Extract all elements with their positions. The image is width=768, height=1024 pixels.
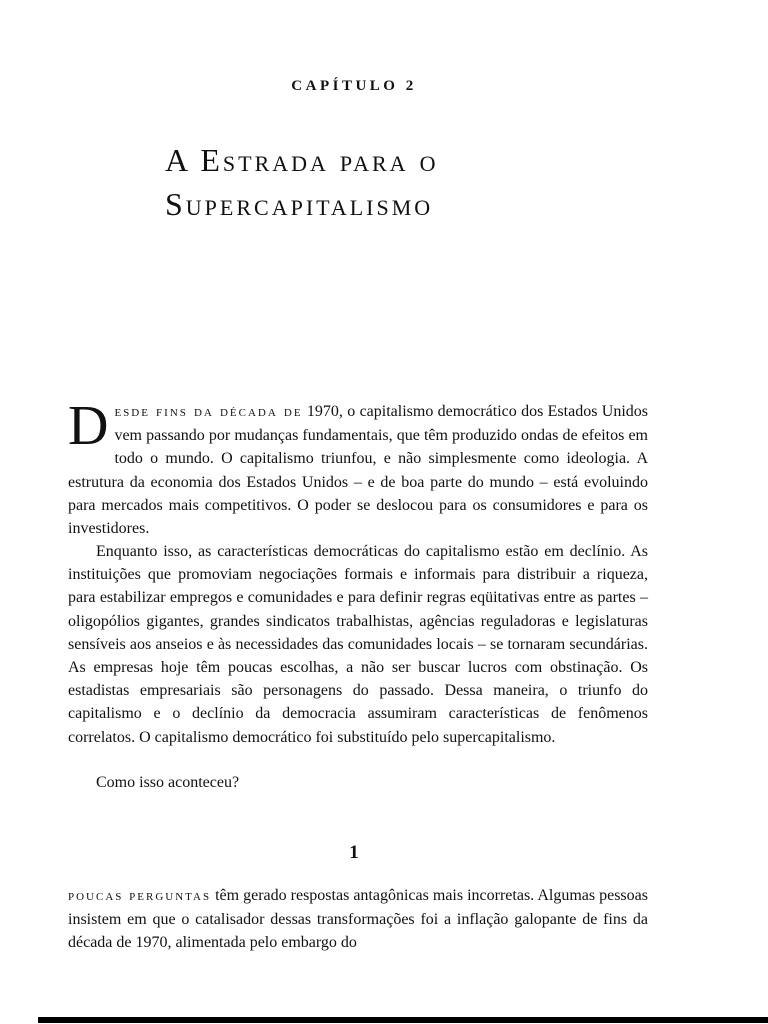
second-paragraph: [68, 540, 648, 749]
opening-smallcaps: esde fins da década de: [114, 404, 303, 420]
opening-paragraph: [68, 395, 648, 540]
third-paragraph-text: Como isso aconteceu?: [96, 774, 240, 791]
third-paragraph: [68, 771, 648, 794]
second-paragraph-text: Enquanto isso, as características democráticas do capitalismo estão em declínio. As instituições que promoviam negociações formais e informais para distribuir a riqueza, para estabilizar empregos e comunidades e para definir regras eqüitativas entre as partes – oligopólios gigantes, grandes sindicatos trabalhistas, agências reguladoras e legislaturas sensíveis aos anseios e às necessidades das comunidades locais – se tornaram secundárias. As empresas hoje têm poucas escolhas, a não ser buscar lucros com obstinação. Os estadistas empresariais são personagens do passado. Dessa maneira, o triunfo do capitalismo e o declínio da democracia assumiram características de fenômenos correlatos. O capitalismo democrático foi substituído pelo supercapitalismo.: [68, 543, 648, 746]
chapter-title: [165, 138, 685, 226]
fourth-paragraph-smallcaps: poucas perguntas: [68, 888, 212, 904]
chapter-label: CAPÍTULO 2: [291, 78, 417, 94]
chapter-title-line-1: A Estrada para o: [165, 142, 439, 178]
section-number: 1: [349, 842, 359, 863]
fourth-paragraph: [68, 884, 648, 955]
drop-cap: D: [68, 395, 109, 457]
opening-paragraph-text: 1970, o capitalismo democrático dos Estados Unidos vem passando por mudanças fundamentais, que têm produzido ondas de efeitos em todo o mundo. O capitalismo triunfou, e não simplesmente como ideologia. A estrutura da economia dos Estados Unidos – e de boa parte do mundo – está evoluindo para mercados mais competitivos. O poder se deslocou para os consumidores e para os investidores.: [68, 403, 648, 538]
fourth-paragraph-text: têm gerado respostas antagônicas mais incorretas. Algumas pessoas insistem em que o catalisador dessas transformações foi a inflação galopante de fins da década de 1970, alimentada pelo embargo do: [68, 887, 648, 952]
bottom-rule: [38, 1017, 768, 1023]
chapter-title-line-2: Supercapitalismo: [165, 186, 434, 222]
